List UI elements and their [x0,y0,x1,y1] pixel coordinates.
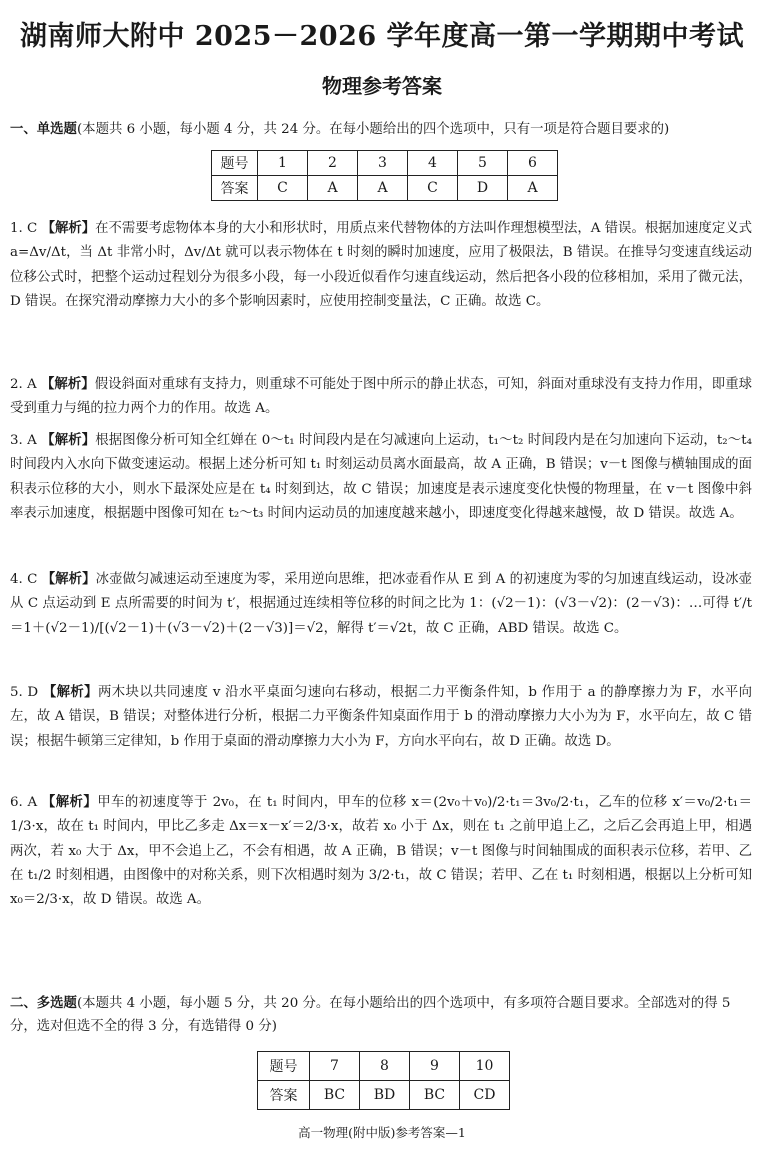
section-1-title: 一、单选题 [10,121,77,137]
table-cell-answer: CD [460,1081,510,1110]
question-6-explanation [10,790,752,912]
table-row-answers [212,176,558,201]
table-cell-number: 5 [458,151,508,176]
explanation-text: 假设斜面对重球有支持力，则重球不可能处于图中所示的静止状态，可知，斜面对重球没有支持力作用，即重球受到重力与绳的拉力两个力的作用。故选 A。 [10,377,753,417]
table-row-label: 题号 [258,1052,310,1081]
table-cell-answer: A [508,176,558,201]
question-number: 6. A [10,795,38,810]
explanation-text: 两木块以共同速度 v 沿水平桌面匀速向右移动，根据二力平衡条件知，b 作用于 a 的静摩擦力为 F，水平向左，故 A 错误，B 错误；对整体进行分析，根据二力平衡条件知桌面作用于 b 的滑动摩擦力大小为为 F，水平向左，故 C 错误；根据牛顿第三定律知，b 作用于桌面的滑动摩擦力大小为 F，方向水平向右，故 D 正确。故选 D。 [10,685,752,749]
table-cell-answer: A [358,176,408,201]
question-number: 3. A [10,433,37,448]
table-cell-number: 6 [508,151,558,176]
explanation-tag: 【解析】 [41,432,96,448]
table-cell-answer: BD [360,1081,410,1110]
table-row-answers [258,1081,510,1110]
table-cell-number: 7 [310,1052,360,1081]
question-4-explanation [10,567,752,641]
explanation-tag: 【解析】 [41,571,96,587]
table-cell-number: 8 [360,1052,410,1081]
explanation-text: 根据图像分析可知全红婵在 0～t₁ 时间段内是在匀减速向上运动，t₁～t₂ 时间段内是在匀加速向下运动，t₂～t₄ 时间段内入水向下做变速运动。根据上述分析可知 t₁ 时刻运动员离水面最高，故 A 正确，B 错误；v－t 图像与横轴围成的面积表示位移的大小，则水下最深处应是在 t₄ 时刻到达，故 C 错误；加速度是表示速度变化快慢的物理量，在 v－t 图像中斜率表示加速度，根据题中图像可知在 t₂～t₃ 时间内运动员的加速度越来越小，即速度变化得越来越慢，故 D 错误。故选 A。 [10,433,752,521]
explanation-tag: 【解析】 [41,376,95,392]
explanation-tag: 【解析】 [42,684,98,700]
explanation-text: 在不需要考虑物体本身的大小和形状时，用质点来代替物体的方法叫作理想模型法，A 错误。根据加速度定义式 a=Δv/Δt，当 Δt 非常小时，Δv/Δt 就可以表示物体在 t 时刻的瞬时加速度，应用了极限法，B 错误。在推导匀变速直线运动位移公式时，把整个运动过程划分为很多小段，每一小段近似看作匀速直线运动，然后把各小段的位移相加，采用了微元法，D 错误。在探究滑动摩擦力大小的多个影响因素时，应使用控制变量法，C 正确。故选 C。 [10,221,752,309]
explanation-text: 冰壶做匀减速运动至速度为零，采用逆向思维，把冰壶看作从 E 到 A 的初速度为零的匀加速直线运动，设冰壶从 C 点运动到 E 点所需要的时间为 t′，根据通过连续相等位移的时间之比为 1：(√2－1)：(√3－√2)：(2－√3)：…可得 t′/t＝1＋(√2－1)/[(√2－1)＋(√3－√2)＋(2－√3)]＝√2，解得 t′＝√2t，故 C 正确，ABD 错误。故选 C。 [10,572,752,636]
table-cell-number: 1 [258,151,308,176]
table-cell-number: 3 [358,151,408,176]
table-cell-number: 9 [410,1052,460,1081]
question-5-explanation [10,680,752,754]
question-3-explanation [10,428,752,526]
page-subtitle: 物理参考答案 [322,74,442,98]
explanation-tag: 【解析】 [41,220,96,236]
section-1-instructions: (本题共 6 小题，每小题 4 分，共 24 分。在每小题给出的四个选项中，只有一项是符合题目要求的) [76,122,670,137]
table-row-label: 题号 [212,151,258,176]
table-row-numbers [212,151,558,176]
section-2-title: 二、多选题 [10,995,77,1011]
question-2-explanation [10,372,752,422]
question-number: 5. D [10,685,39,700]
question-number: 1. C [10,221,38,236]
section-1-answer-table [211,150,558,201]
explanation-text: 甲车的初速度等于 2v₀，在 t₁ 时间内，甲车的位移 x＝(2v₀＋v₀)/2·t₁＝3v₀/2·t₁，乙车的位移 x′＝v₀/2·t₁＝1/3·x，故在 t₁ 时间内，甲比乙多走 Δx＝x－x′＝2/3·x，故若 x₀ 小于 Δx，则在 t₁ 之前甲追上乙，之后乙会再追上甲，相遇两次，若 x₀ 大于 Δx，甲不会追上乙，不会有相遇，故 A 正确，B 错误；v－t 图像与时间轴围成的面积表示位移，若甲、乙在 t₁/2 时刻相遇，由图像中的对称关系，则下次相遇时刻为 3/2·t₁，故 C 错误；若甲、乙在 t₁ 时刻相遇，根据以上分析可知 x₀＝2/3·x，故 D 错误。故选 A。 [10,795,753,908]
table-cell-answer: BC [310,1081,360,1110]
question-number: 4. C [10,572,38,587]
table-cell-answer: D [458,176,508,201]
table-cell-number: 2 [308,151,358,176]
table-cell-answer: C [408,176,458,201]
explanation-tag: 【解析】 [41,794,98,810]
table-cell-number: 4 [408,151,458,176]
table-row-label: 答案 [212,176,258,201]
table-row-numbers [258,1052,510,1081]
table-cell-answer: A [308,176,358,201]
table-cell-answer: BC [410,1081,460,1110]
section-1-heading [10,118,754,141]
question-1-explanation [10,216,752,314]
table-row-label: 答案 [258,1081,310,1110]
table-cell-answer: C [258,176,308,201]
section-2-instructions: (本题共 4 小题，每小题 5 分，共 20 分。在每小题给出的四个选项中，有多项符合题目要求。全部选对的得 5 分，选对但选不全的得 3 分，有选错得 0 分) [10,996,731,1034]
question-number: 2. A [10,377,37,392]
page-footer: 高一物理(附中版)参考答案—1 [298,1125,466,1140]
page-title: 湖南师大附中 2025－2026 学年度高一第一学期期中考试 [19,21,745,52]
section-2-heading [10,992,754,1038]
table-cell-number: 10 [460,1052,510,1081]
section-2-answer-table [257,1051,510,1110]
